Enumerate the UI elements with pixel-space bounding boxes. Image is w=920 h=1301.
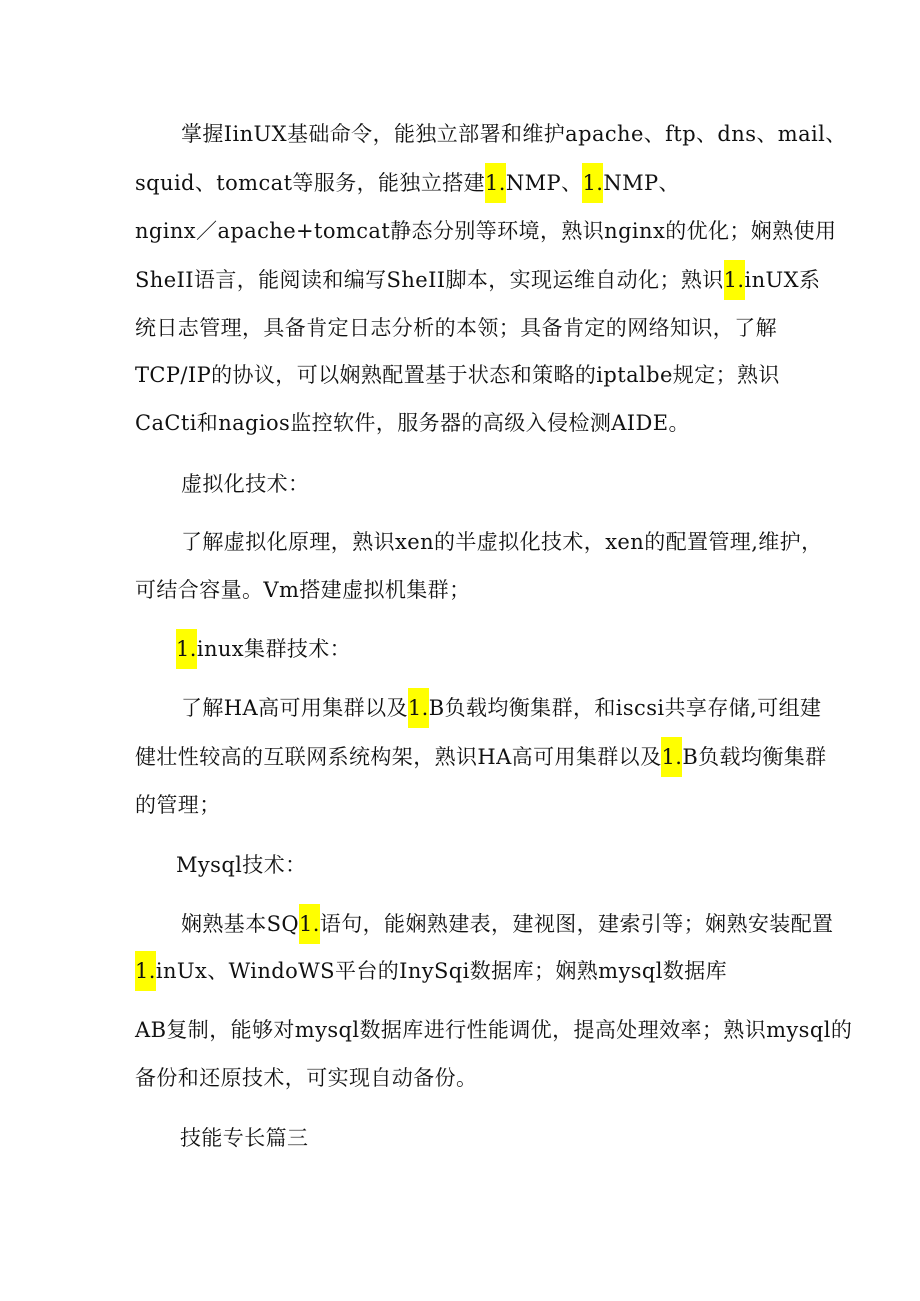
text-line (135, 355, 780, 395)
text-run: 健壮性较高的互联网系统构架，熟识HA高可用集群以及 (135, 745, 662, 769)
text-run: inux集群技术： (196, 637, 352, 661)
text-run: TCP/IP的协议，可以娴熟配置基于状态和策略的iptalbe规定；熟识 (135, 363, 780, 387)
text-line (181, 904, 833, 944)
section-heading (181, 464, 309, 504)
text-line (135, 737, 827, 777)
text-run: CaCti和nagios监控软件，服务器的高级入侵检测AIDE。 (135, 411, 690, 435)
highlighted-text: 1. (176, 629, 197, 669)
highlighted-text: 1. (485, 163, 506, 203)
text-run: 娴熟基本SQ (181, 912, 300, 936)
text-line (135, 951, 727, 991)
highlighted-text: 1. (408, 688, 429, 728)
text-line (135, 308, 777, 348)
text-line (181, 688, 821, 728)
highlighted-text: 1. (135, 951, 156, 991)
text-run: NMP、 (603, 171, 680, 195)
highlighted-text: 1. (661, 737, 682, 777)
text-run: 可结合容量。Vm搭建虚拟机集群； (135, 578, 471, 602)
text-run: 了解虚拟化原理，熟识xen的半虚拟化技术，xen的配置管理,维护， (181, 530, 823, 554)
text-line (135, 1058, 477, 1098)
text-line (181, 114, 847, 154)
highlighted-text: 1. (582, 163, 603, 203)
text-run: 备份和还原技术，可实现自动备份。 (135, 1066, 478, 1090)
text-run: B负载均衡集群 (682, 745, 827, 769)
highlighted-text: 1. (724, 260, 745, 300)
text-run: nginx／apache+tomcat静态分别等环境，熟识nginx的优化；娴熟使用 (135, 219, 837, 243)
text-run: 掌握IinUX基础命令，能独立部署和维护apache、ftp、dns、mail、 (181, 122, 847, 146)
text-line (181, 522, 822, 562)
text-run: 虚拟化技术： (181, 472, 310, 496)
text-run: 了解HA高可用集群以及 (181, 696, 408, 720)
text-line (135, 260, 820, 300)
text-run: 语句，能娴熟建表，建视图，建索引等；娴熟安装配置 (319, 912, 834, 936)
text-run: squid、tomcat等服务，能独立搭建 (135, 171, 486, 195)
text-line (135, 403, 690, 443)
text-line (135, 570, 470, 610)
section-heading (176, 629, 351, 669)
text-run: B负载均衡集群，和iscsi共享存储,可组建 (428, 696, 822, 720)
text-run: Mysql技术： (176, 853, 307, 877)
text-run: 统日志管理，具备肯定日志分析的本领；具备肯定的网络知识，了解 (135, 316, 777, 340)
text-line (135, 1010, 852, 1050)
text-run: 技能专长篇三 (180, 1126, 309, 1150)
text-line (135, 785, 221, 825)
text-run: AB复制，能够对mysql数据库进行性能调优，提高处理效率；熟识mysql的 (135, 1018, 853, 1042)
text-run: inUx、WindoWS平台的InySqi数据库；娴熟mysql数据库 (155, 959, 728, 983)
highlighted-text: 1. (299, 904, 320, 944)
text-run: 的管理； (135, 793, 221, 817)
text-run: inUX系 (744, 268, 821, 292)
text-run: NMP、 (505, 171, 583, 195)
text-run: SheII语言，能阅读和编写SheII脚本，实现运维自动化；熟识 (135, 268, 724, 292)
text-line (135, 211, 836, 251)
text-line (135, 163, 680, 203)
section-heading (180, 1118, 308, 1158)
section-heading (176, 845, 307, 885)
